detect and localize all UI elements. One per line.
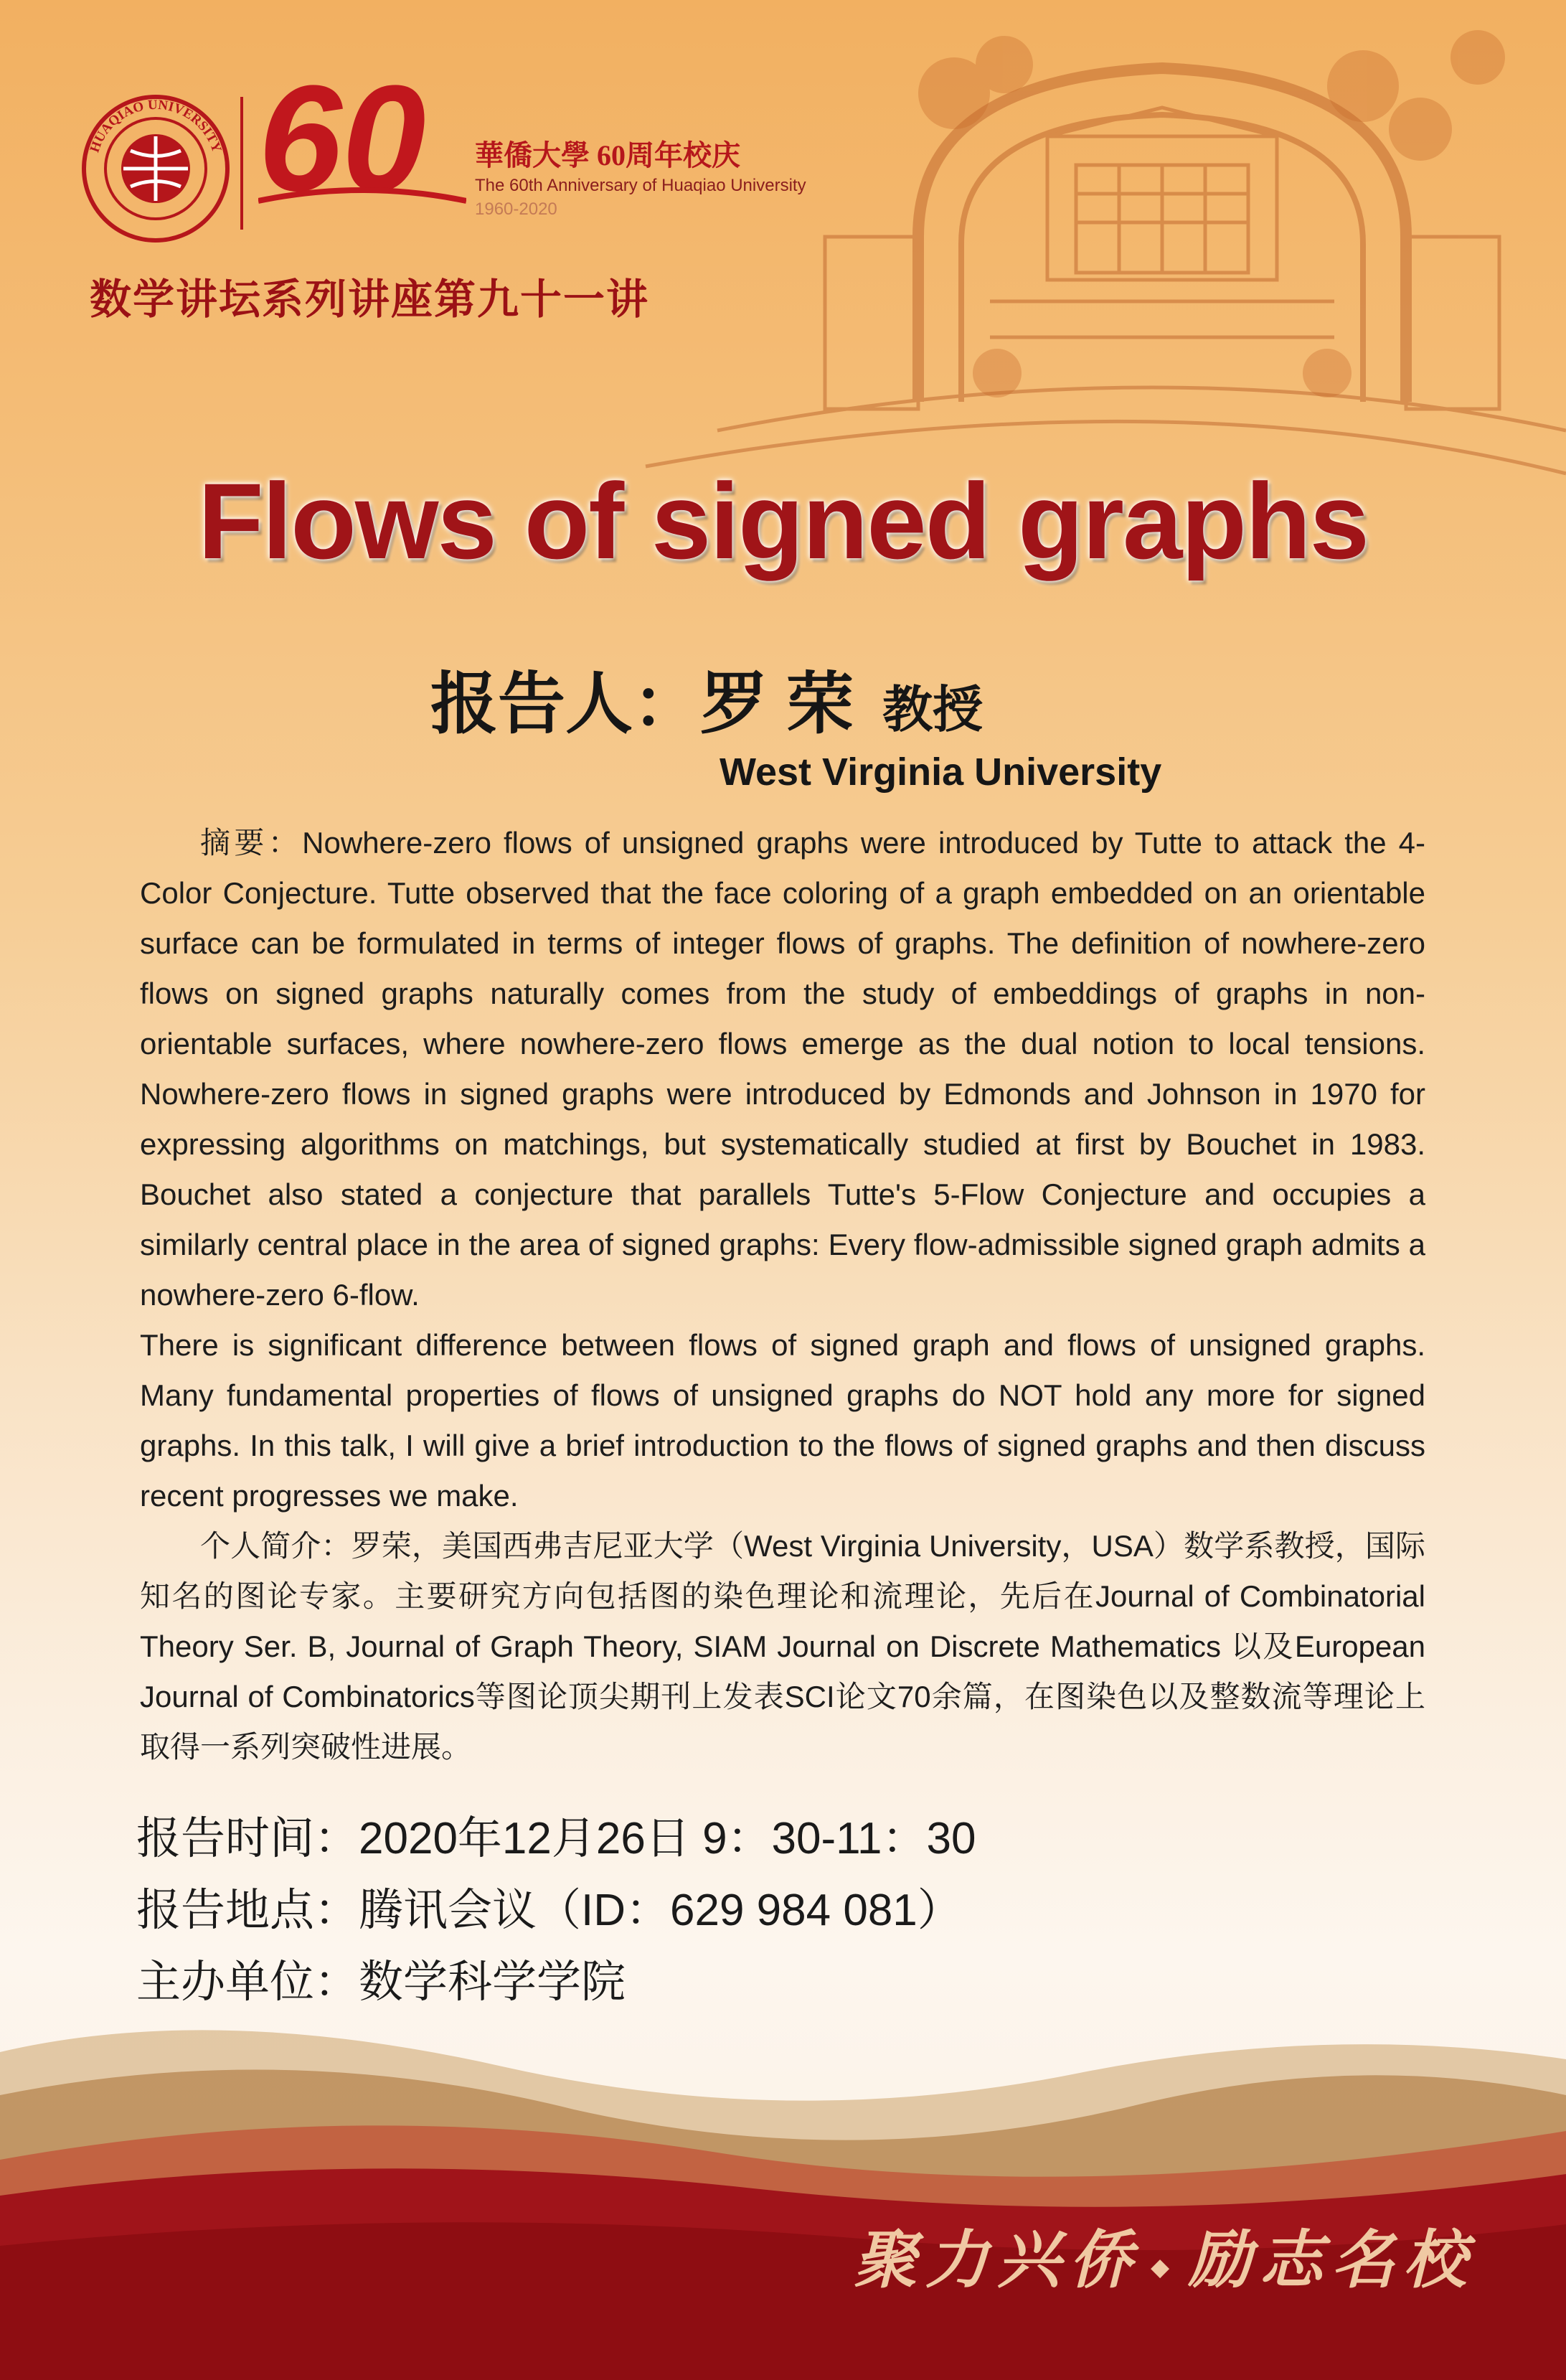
slogan-right: 励志名校 xyxy=(1188,2226,1476,2296)
talk-time: 报告时间：2020年12月26日 9：30-11：30 xyxy=(136,1814,976,1863)
talk-host: 主办单位：数学科学学院 xyxy=(136,1957,626,2007)
university-seal-logo xyxy=(80,93,231,244)
anniversary-60-logo: 60 xyxy=(258,54,426,222)
footer-slogan xyxy=(854,2210,1475,2300)
logo-divider xyxy=(240,97,243,230)
speaker-title: 教授 xyxy=(882,682,984,738)
talk-location: 报告地点：腾讯会议（ID：629 984 081） xyxy=(136,1886,962,1935)
slogan-seal-icon: ◆ xyxy=(1151,2254,1179,2281)
anniversary-ribbon-icon xyxy=(258,187,466,215)
seal-text: HUAQIAO UNIVERSITY xyxy=(87,97,225,155)
talk-title: Flows of signed graphs xyxy=(197,461,1369,581)
speaker-name: 报告人：罗 荣 xyxy=(430,666,854,741)
footer-waves xyxy=(0,2009,1566,2380)
anniversary-cn: 華僑大學 60周年校庆 xyxy=(475,139,740,171)
speaker-bio: 个人简介：罗荣，美国西弗吉尼亚大学（West Virginia University，USA）数学系教授，国际知名的图论专家。主要研究方向包括图的染色理论和流理论，先后在Journal of Combinatorial Theory Ser. B, Journal of Graph Theory, SIAM Journal on Discrete Mathematics 以及European Journal of Combinatorics等图论顶尖期刊上发表SCI论文70余篇，在图染色以及整数流等理论上取得一系列突破性进展。 xyxy=(140,1529,1425,1764)
campus-gate-sketch xyxy=(0,0,1566,502)
slogan-left: 聚力兴侨 xyxy=(854,2226,1141,2296)
anniversary-en: The 60th Anniversary of Huaqiao University xyxy=(475,176,806,195)
abstract-paragraph-1: 摘要：Nowhere-zero flows of unsigned graphs were introduced by Tutte to attack the 4-Color Conjecture. Tutte observed that the face coloring of a graph embedded on an orientable surface can be formulated in terms of integer flows of graphs. The definition of nowhere-zero flows on signed graphs naturally comes from the study of embeddings of graphs in non-orientable surfaces, where nowhere-zero flows emerge as the dual notion to local tensions. Nowhere-zero flows in signed graphs were introduced by Edmonds and Johnson in 1970 for expressing algorithms on matchings, but systematically studied at first by Bouchet in 1983. Bouchet also stated a conjecture that parallels Tutte's 5-Flow Conjecture and occupies a similarly central place in the area of signed graphs: Every flow-admissible signed graph admits a nowhere-zero 6-flow. xyxy=(140,826,1425,1312)
speaker-line xyxy=(430,649,983,746)
anniversary-years: 1960-2020 xyxy=(475,199,557,219)
speaker-affiliation: West Virginia University xyxy=(720,751,1162,794)
abstract-paragraph-2: There is significant difference between flows of signed graph and flows of unsigned graphs. Many fundamental properties of flows of unsigned graphs do NOT hold any more for signed graphs. In this talk, I will give a brief introduction to the flows of signed graphs and then discuss recent progresses we make. xyxy=(140,1328,1425,1513)
series-title: 数学讲坛系列讲座第九十一讲 xyxy=(90,276,650,323)
